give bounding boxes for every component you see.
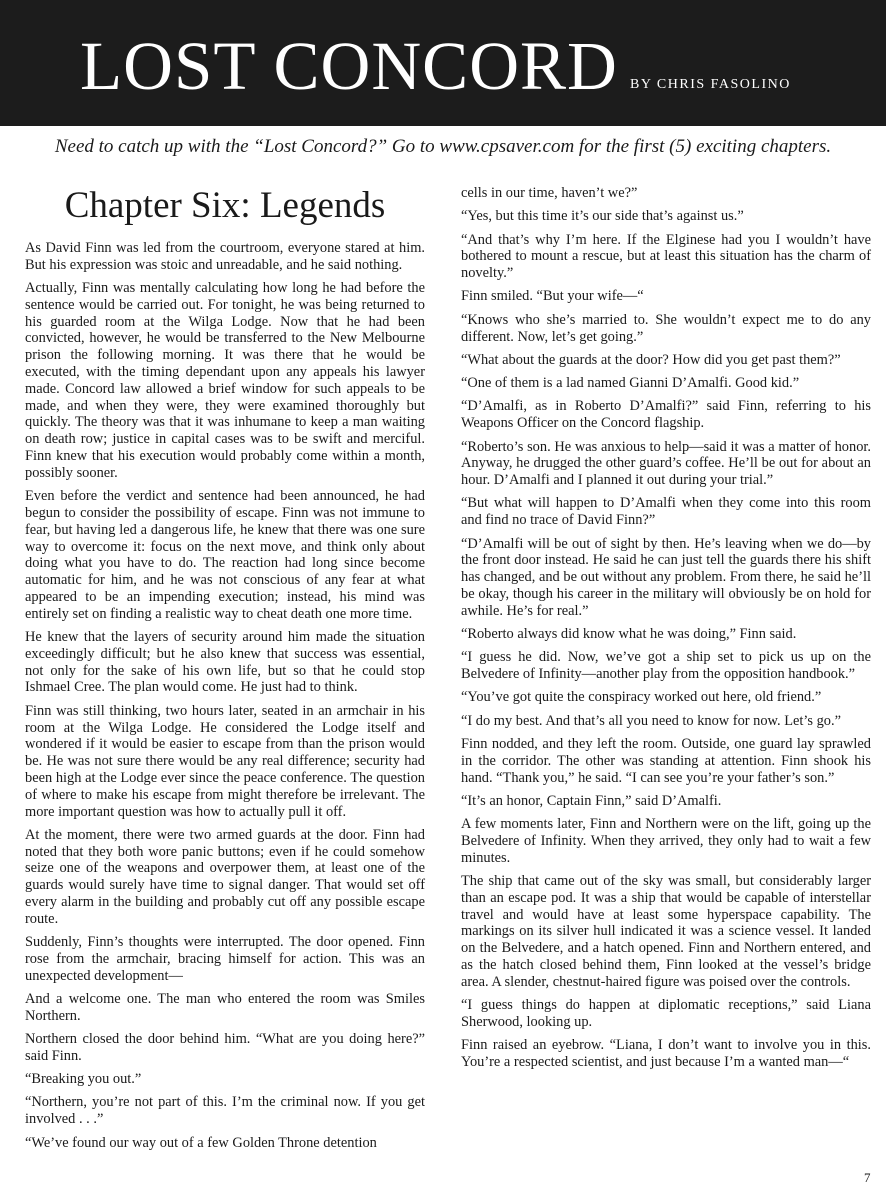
body-paragraph: “Roberto’s son. He was anxious to help—said it was a matter of honor. Anyway, he drugged the other guard’s coffee. He’ll be out for about an hour. D’Amalfi and I planned it out during your trial.”	[461, 438, 871, 489]
body-paragraph: “What about the guards at the door? How did you get past them?”	[461, 351, 841, 368]
body-paragraph: “I do my best. And that’s all you need to know for now. Let’s go.”	[461, 712, 841, 729]
body-paragraph: “It’s an honor, Captain Finn,” said D’Amalfi.	[461, 792, 722, 809]
tagline: Need to catch up with the “Lost Concord?” Go to www.cpsaver.com for the first (5) exciting chapters.	[54, 136, 832, 157]
body-paragraph: “And that’s why I’m here. If the Elginese had you I wouldn’t have bothered to mount a rescue, but at least this situation has the charm of novelty.”	[461, 231, 871, 282]
body-paragraph: “But what will happen to D’Amalfi when they come into this room and find no trace of David Finn?”	[461, 495, 871, 529]
body-paragraph: Finn nodded, and they left the room. Outside, one guard lay sprawled in the corridor. The other was standing at attention. Finn shook his hand. “Thank you,” he said. “I can see you’re your father’s son.”	[461, 736, 871, 786]
chapter-title: Chapter Six: Legends	[64, 185, 386, 226]
body-paragraph: Even before the verdict and sentence had been announced, he had begun to consider the possibility of escape. Finn was not immune to fear, but having led a dangerous life, he knew that there was one sure way to overcome it: focus on the next move, and think only about doing what you have to do. The reaction had long since become automatic for him, and he was not conscious of any fear at what appeared to be an impending execution; instead, his mind was entirely set on finding a realistic way to cheat death one more time.	[25, 488, 425, 622]
body-paragraph: “Yes, but this time it’s our side that’s against us.”	[461, 208, 744, 225]
body-paragraph: “D’Amalfi, as in Roberto D’Amalfi?” said Finn, referring to his Weapons Officer on the Concord flagship.	[461, 398, 871, 432]
body-paragraph: And a welcome one. The man who entered the room was Smiles Northern.	[25, 990, 425, 1024]
body-paragraph: Finn raised an eyebrow. “Liana, I don’t want to involve you in this. You’re a respected scientist, and just because I’m a wanted man—“	[461, 1037, 871, 1071]
body-paragraph: “We’ve found our way out of a few Golden Throne detention	[25, 1134, 377, 1151]
body-paragraph: Northern closed the door behind him. “What are you doing here?” said Finn.	[25, 1031, 425, 1064]
body-paragraph: cells in our time, haven’t we?”	[461, 185, 638, 201]
body-paragraph: “I guess things do happen at diplomatic receptions,” said Liana Sherwood, looking up.	[461, 997, 871, 1030]
body-paragraph: Finn was still thinking, two hours later, seated in an armchair in his room at the Wilga Lodge. He considered the Lodge itself and wondered if it would be easier to escape from than the prison would be. He was not sure there would be any real difference; security had been high at the Lodge ever since the peace conference. The question of where to make his escape from might therefore be irrelevant. The more important question was how to actually pull it off.	[25, 702, 425, 820]
body-paragraph: Actually, Finn was mentally calculating how long he had before the sentence would be carried out. For tonight, he was being returned to his guarded room at the Wilga Lodge. Now that he had been convicted, however, he would be transferred to the New Melbourne prison the following morning. It was there that he would be executed, with the timing dependant upon any appeals his lawyer made. Concord law allowed a brief window for such appeals to be made, and when they were, they were examined thoroughly but quickly. The theory was that it was inhumane to keep a man waiting on death row; justice in capital cases was to be swift and merciful. Finn knew that his execution would probably come within a month, possibly sooner.	[25, 280, 425, 481]
body-paragraph: “You’ve got quite the conspiracy worked out here, old friend.”	[461, 689, 822, 706]
body-paragraph: “One of them is a lad named Gianni D’Amalfi. Good kid.”	[461, 375, 800, 392]
right-column	[461, 185, 871, 1077]
body-paragraph: Suddenly, Finn’s thoughts were interrupted. The door opened. Finn rose from the armchair, bracing himself for action. This was an unexpected development—	[25, 934, 425, 984]
body-paragraph: “Northern, you’re not part of this. I’m the criminal now. If you get involved . . .”	[25, 1094, 425, 1128]
body-paragraph: The ship that came out of the sky was small, but considerably larger than an escape pod. It was a ship that would be capable of interstellar travel and would have at least some hyperspace capability. The markings on its silver hull indicated it was a science vessel. It landed on the Belvedere, and a hatch opened. Finn and Northern entered, and as the hatch closed behind them, Finn looked at the vessel’s bridge area. A slender, chestnut-haired figure was poised over the controls.	[461, 873, 871, 990]
body-paragraph: “I guess he did. Now, we’ve got a ship set to pick us up on the Belvedere of Infinity—another play from the opposition handbook.”	[461, 649, 871, 683]
body-paragraph: A few moments later, Finn and Northern were on the lift, going up the Belvedere of Infinity. When they arrived, they only had to wait a few minutes.	[461, 816, 871, 866]
page-number: 7	[864, 1170, 871, 1185]
masthead-title: LOST CONCORD	[80, 28, 618, 104]
body-paragraph: “Breaking you out.”	[25, 1071, 142, 1088]
body-paragraph: Finn smiled. “But your wife—“	[461, 288, 644, 305]
masthead	[0, 0, 886, 126]
author-byline: BY CHRIS FASOLINO	[630, 77, 791, 92]
body-paragraph: “D’Amalfi will be out of sight by then. He’s leaving when we do—by the front door instead. He said he can just tell the guards there his shift has changed, and be out without any problem. From there, he said he’ll be okay, though his career in the military will obviously be on hold for awhile. He’s for real.”	[461, 535, 871, 619]
body-paragraph: “Roberto always did know what he was doing,” Finn said.	[461, 626, 797, 643]
body-paragraph: At the moment, there were two armed guards at the door. Finn had noted that they both wore panic buttons; even if he could somehow seize one of the weapons and overpower them, at least one of the guards would surely have time to signal danger. That would set off every alarm in the building and probably cut off any possible escape route.	[25, 826, 425, 927]
body-paragraph: “Knows who she’s married to. She wouldn’t expect me to do any different. Now, let’s get going.”	[461, 311, 871, 345]
left-column	[25, 186, 425, 1158]
body-paragraph: He knew that the layers of security around him made the situation exceedingly difficult; but he also knew that success was essential, not only for the sake of his own life, but so that he could stop Ishmael Cree. The plan would come. He just had to think.	[25, 629, 425, 696]
body-paragraph: As David Finn was led from the courtroom, everyone stared at him. But his expression was stoic and unreadable, and he said nothing.	[25, 240, 425, 273]
